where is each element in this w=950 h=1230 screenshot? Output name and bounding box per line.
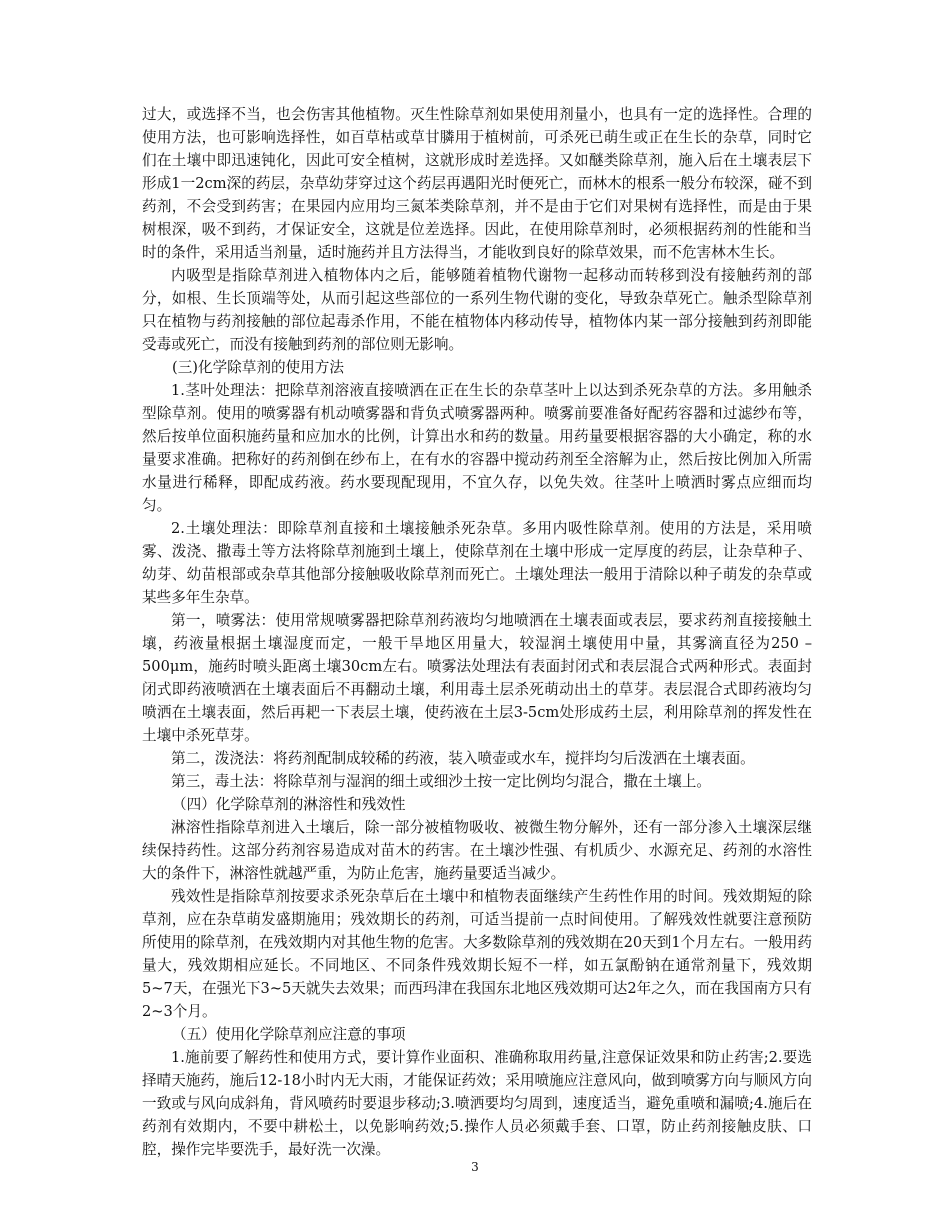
paragraph-soil-treatment: 2.土壤处理法：即除草剂直接和土壤接触杀死杂草。多用内吸性除草剂。使用的方法是，采用喷雾、泼浇、撒毒土等方法将除草剂施到土壤上，使除草剂在土壤中形成一定厚度的药层，让杂草种子、幼芽、幼苗根部或杂草其他部分接触吸收除草剂而死亡。土壤处理法一般用于清除以种子萌发的杂草或某些多年生杂草。 <box>142 520 812 606</box>
paragraph-residual: 残效性是指除草剂按要求杀死杂草后在土壤中和植物表面继续产生药性作用的时间。残效期短的除草剂，应在杂草萌发盛期施用；残效期长的药剂，可适当提前一点时间使用。了解残效性就要注意预防所使用的除草剂，在残效期内对其他生物的危害。大多数除草剂的残效期在20天到1个月左右。一般用药量大，残效期相应延长。不同地区、不同条件残效期长短不一样，如五氯酚钠在通常剂量下，残效期5~7天，在强光下3~5天就失去效果；而西玛津在我国东北地区残效期可达2年之久，而在我国南方只有2~3个月。 <box>142 888 812 1020</box>
section-heading-usage-methods: (三)化学除草剂的使用方法 <box>172 359 344 376</box>
paragraph-spray-method: 第一，喷雾法：使用常规喷雾器把除草剂药液均匀地喷洒在土壤表面或表层，要求药剂直接接触土壤，药液量根据土壤湿度而定，一般干旱地区用量大，较湿润土壤使用中量，其雾滴直径为250 – 500μm，施药时喷头距离土壤30cm左右。喷雾法处理法有表面封闭式和表层混合式两种形式。表面封闭式即药液喷洒在土壤表面后不再翻动土壤，利用毒土层杀死萌动出土的草芽。表层混合式即药液均匀喷洒在土壤表面，然后再耙一下表层土壤，使药液在土层3-5cm处形成药土层，利用除草剂的挥发性在土壤中杀死草芽。 <box>142 612 812 744</box>
document-body <box>142 103 812 1161</box>
paragraph-precautions: 1.施前要了解药性和使用方式，要计算作业面积、准确称取用药量,注意保证效果和防止药害;2.要选择晴天施药，施后12-18小时内无大雨，才能保证药效；采用喷施应注意风向，做到喷雾方向与顺风方向一致或与风向成斜角，背风喷药时要退步移动;3.喷洒要均匀周到，速度适当，避免重喷和漏喷;4.施后在药剂有效期内，不要中耕松土，以免影响药效;5.操作人员必须戴手套、口罩，防止药剂接触皮肤、口腔，操作完毕要洗手，最好洗一次澡。 <box>142 1049 812 1158</box>
paragraph-systemic-contact: 内吸型是指除草剂进入植物体内之后，能够随着植物代谢物一起移动而转移到没有接触药剂的部分，如根、生长顶端等处，从而引起这些部位的一系列生物代谢的变化，导致杂草死亡。触杀型除草剂只在植物与药剂接触的部位起毒杀作用，不能在植物体内移动传导，植物体内某一部分接触到药剂即能受毒或死亡，而没有接触到药剂的部位则无影响。 <box>142 267 812 353</box>
page-number: 3 <box>471 1160 479 1174</box>
section-heading-precautions: （五）使用化学除草剂应注意的事项 <box>172 1026 406 1043</box>
paragraph-pour-method: 第二，泼浇法：将药剂配制成较稀的药液，装入喷壶或水车，搅拌均匀后泼洒在土壤表面。 <box>171 750 755 767</box>
paragraph-toxic-soil-method: 第三，毒土法：将除草剂与湿润的细土或细沙土按一定比例均匀混合，撒在土壤上。 <box>171 773 711 790</box>
paragraph-leaching: 淋溶性指除草剂进入土壤后，除一部分被植物吸收、被微生物分解外，还有一部分渗入土壤深层继续保持药性。这部分药剂容易造成对苗木的药害。在土壤沙性强、有机质少、水源充足、药剂的水溶性大的条件下，淋溶性就越严重，为防止危害，施药量要适当减少。 <box>142 819 812 882</box>
section-heading-leaching-residual: （四）化学除草剂的淋溶性和残效性 <box>172 796 406 813</box>
paragraph-foliar-treatment: 1.茎叶处理法：把除草剂溶液直接喷洒在正在生长的杂草茎叶上以达到杀死杂草的方法。多用触杀型除草剂。使用的喷雾器有机动喷雾器和背负式喷雾器两种。喷雾前要准备好配药容器和过滤纱布等，然后按单位面积施药量和应加水的比例，计算出水和药的数量。用药量要根据容器的大小确定，称的水量要求准确。把称好的药剂倒在纱布上，在有水的容器中搅动药剂至全溶解为止，然后按比例加入所需水量进行稀释，即配成药液。药水要现配现用，不宜久存，以免失效。往茎叶上喷洒时雾点应细而均匀。 <box>142 382 812 514</box>
paragraph-selectivity: 过大，或选择不当，也会伤害其他植物。灭生性除草剂如果使用剂量小，也具有一定的选择性。合理的使用方法，也可影响选择性，如百草枯或草甘膦用于植树前，可杀死已萌生或正在生长的杂草，同时它们在土壤中即迅速钝化，因此可安全植树，这就形成时差选择。又如醚类除草剂，施入后在土壤表层下形成1一2cm深的药层，杂草幼芽穿过这个药层再遇阳光时便死亡，而林木的根系一般分布较深，碰不到药剂，不会受到药害；在果园内应用均三氮苯类除草剂，并不是由于它们对果树有选择性，而是由于果树根深，吸不到药，才保证安全，这就是位差选择。因此，在使用除草剂时，必须根据药剂的性能和当时的条件，采用适当剂量，适时施药并且方法得当，才能收到良好的除草效果，而不危害林木生长。 <box>142 106 812 261</box>
